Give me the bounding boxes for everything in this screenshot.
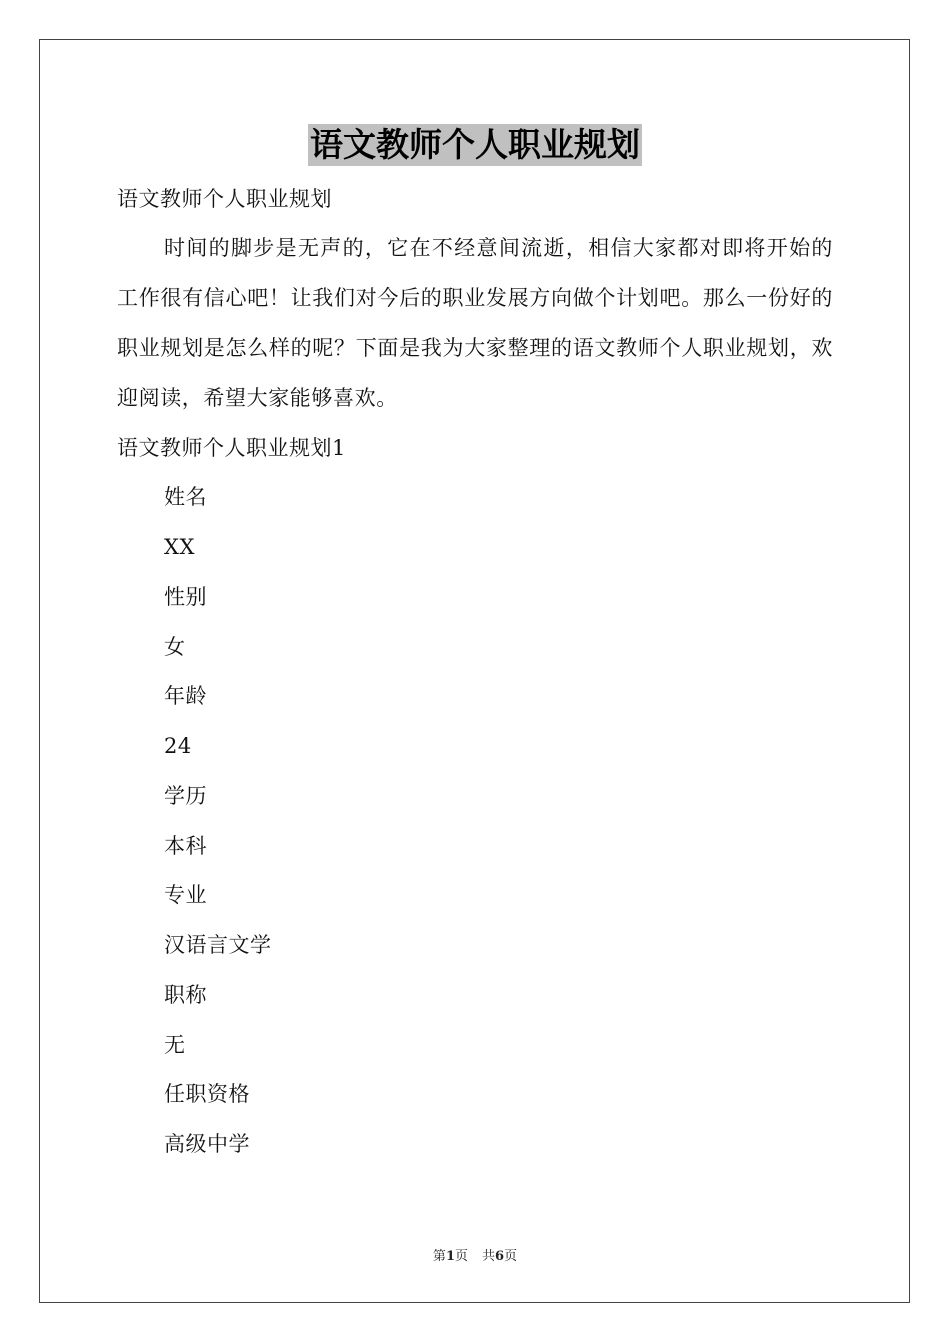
- field-value-major: 汉语言文学: [164, 933, 272, 957]
- field-label-age: 年龄: [164, 684, 207, 708]
- footer-total-number: 6: [495, 1249, 505, 1264]
- field-label-title: 职称: [164, 983, 207, 1007]
- field-label-gender: 性别: [164, 585, 207, 609]
- footer-page-suffix: 页: [454, 1249, 468, 1264]
- footer-page-prefix: 第: [432, 1249, 446, 1264]
- title-container: [0, 124, 950, 166]
- field-label-name: 姓名: [164, 485, 207, 509]
- field-value-name: XX: [164, 535, 195, 559]
- field-value-gender: 女: [164, 635, 186, 659]
- footer-page-number: 1: [445, 1249, 455, 1264]
- field-label-qualification: 任职资格: [164, 1082, 250, 1106]
- intro-paragraph: 时间的脚步是无声的，它在不经意间流逝，相信大家都对即将开始的工作很有信心吧！让我们对今后的职业发展方向做个计划吧。那么一份好的职业规划是怎么样的呢？下面是我为大家整理的语文教师个人职业规划，欢迎阅读，希望大家能够喜欢。: [117, 236, 833, 410]
- field-value-qualification: 高级中学: [164, 1132, 250, 1156]
- field-label-education: 学历: [164, 784, 207, 808]
- field-label-major: 专业: [164, 883, 207, 907]
- field-value-title: 无: [164, 1033, 186, 1057]
- footer-total-prefix: 共: [482, 1249, 496, 1264]
- page-footer: [0, 1248, 950, 1266]
- document-title: 语文教师个人职业规划: [310, 125, 640, 164]
- field-value-education: 本科: [164, 834, 207, 858]
- footer-total-suffix: 页: [504, 1249, 518, 1264]
- field-value-age: 24: [164, 734, 192, 758]
- document-subtitle: 语文教师个人职业规划: [117, 187, 332, 211]
- section-heading: 语文教师个人职业规划1: [117, 436, 346, 460]
